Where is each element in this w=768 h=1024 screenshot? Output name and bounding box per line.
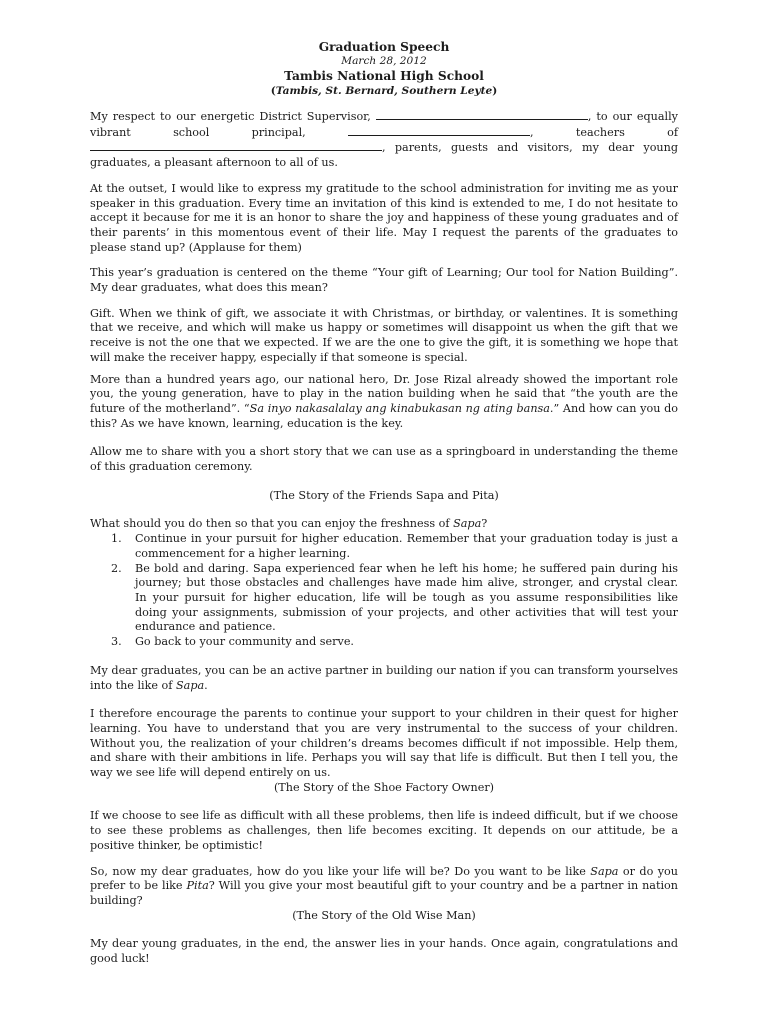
school-address xyxy=(90,84,678,98)
address-close-paren: ) xyxy=(492,85,498,97)
greeting-text-d: , parents, guests and visitors, my dear young graduates, a pleasant afternoon to all of us. xyxy=(90,141,678,170)
pita-name: Pita xyxy=(186,879,209,893)
choose-paragraph: If we choose to see life as difficult with all these problems, then life is indeed difficult, but if we choose to see these problems as challenges, then life becomes exciting. It depends on our attitude, be a positive thinker, be optimistic! xyxy=(90,809,678,852)
so-now-text-a: So, now my dear graduates, how do you like your life will be? Do you want to be like xyxy=(90,864,591,878)
what-should-paragraph xyxy=(90,517,678,532)
school-name: Tambis National High School xyxy=(284,69,484,83)
partner-paragraph xyxy=(90,664,678,693)
speech-title: Graduation Speech xyxy=(318,40,450,54)
list-number: 3. xyxy=(111,635,122,649)
address-text: Tambis, St. Bernard, Southern Leyte xyxy=(275,85,493,97)
so-now-text-c: ? Will you give your most beautiful gift to your country and be a partner in nation building? xyxy=(90,879,678,907)
encourage-paragraph: I therefore encourage the parents to continue your support to your children in their quest for higher learning. You have to understand that you are very instrumental to the success of your children. Without you, the realization of your children’s dreams becomes difficult if not impossible. Help them, and share with their ambitions in life. Perhaps you will say that life is difficult. But then I tell you, the way we see life will depend entirely on us. xyxy=(90,707,678,780)
story-title-old-wise-man: (The Story of the Old Wise Man) xyxy=(292,908,476,922)
what-text-a: What should you do then so that you can enjoy the freshness of xyxy=(90,517,454,531)
rizal-paragraph xyxy=(90,373,678,432)
rizal-quote: Sa inyo nakasalalay ang kinabukasan ng ating bansa. xyxy=(249,401,554,415)
greeting-text-c: , teachers of xyxy=(530,125,678,139)
so-now-paragraph xyxy=(90,865,678,909)
story-title-shoe-factory: (The Story of the Shoe Factory Owner) xyxy=(273,780,495,794)
sapa-name: Sapa xyxy=(176,678,205,692)
greeting-paragraph xyxy=(90,109,678,171)
teachers-school-blank xyxy=(90,140,382,151)
rizal-text-b: ” And how can you do this? As we have known, learning, education is the key. xyxy=(90,401,678,430)
supervisor-name-blank xyxy=(376,109,588,120)
gift-paragraph: Gift. When we think of gift, we associate it with Christmas, or birthday, or valentines. It is something that we receive, and which will make us happy or sometimes will disappoint us when the gift that we receive is not the one that we expected. If we are the one to give the gift, it is something we hope that will make the receiver happy, especially if that someone is special. xyxy=(90,306,678,364)
what-text-b: ? xyxy=(481,517,488,531)
rizal-text-a: More than a hundred years ago, our national hero, Dr. Jose Rizal already showed the important role you, the young generation, have to play in the nation building when he said that “the youth are the future of the motherland”. “ xyxy=(90,372,678,415)
list-text: Continue in your pursuit for higher education. Remember that your graduation today is just a commencement for a higher learning. xyxy=(135,532,678,560)
list-number: 2. xyxy=(111,561,122,575)
list-item xyxy=(90,635,678,650)
greeting-text-a: My respect to our energetic District Supervisor, xyxy=(90,110,371,123)
allow-paragraph: Allow me to share with you a short story that we can use as a springboard in understanding the theme of this graduation ceremony. xyxy=(90,445,678,474)
closing-paragraph: My dear young graduates, in the end, the answer lies in your hands. Once again, congratulations and good luck! xyxy=(90,937,678,966)
list-text: Be bold and daring. Sapa experienced fear when he left his home; he suffered pain during his journey; but those obstacles and challenges have made him alive, stronger, and crystal clear. In your pursuit for higher education, life will be tough as you assume responsibilities like doing your assignments, submission of your projects, and other activities that will test your endurance and patience. xyxy=(135,561,678,634)
greeting-text-b: , to our equally vibrant school principal, xyxy=(90,110,678,139)
list-item xyxy=(90,562,678,636)
partner-text-b: . xyxy=(204,678,208,692)
speech-date: March 28, 2012 xyxy=(341,55,427,67)
sapa-name: Sapa xyxy=(590,864,619,878)
document-header xyxy=(90,40,678,98)
list-text: Go back to your community and serve. xyxy=(135,635,354,649)
list-number: 1. xyxy=(111,532,122,546)
sapa-name: Sapa xyxy=(453,517,482,531)
list-item xyxy=(90,532,678,561)
theme-paragraph: This year’s graduation is centered on the theme “Your gift of Learning; Our tool for Nation Building”. My dear graduates, what does this mean? xyxy=(90,266,678,295)
advice-list xyxy=(90,532,678,650)
partner-text-a: My dear graduates, you can be an active partner in building our nation if you can transform yourselves into the like of xyxy=(90,663,678,692)
principal-name-blank xyxy=(348,125,530,136)
outset-paragraph: At the outset, I would like to express my gratitude to the school administration for inviting me as your speaker in this graduation. Every time an invitation of this kind is extended to me, I do not hesitate to accept it because for me it is an honor to share the joy and happiness of these young graduates and of their parents’ in this momentous event of their life. May I request the parents of the graduates to please stand up? (Applause for them) xyxy=(90,181,678,254)
so-now-text-b: or do you prefer to be like xyxy=(90,864,678,893)
story-title-sapa-pita: (The Story of the Friends Sapa and Pita) xyxy=(269,488,499,502)
address-open-paren: ( xyxy=(270,85,276,97)
